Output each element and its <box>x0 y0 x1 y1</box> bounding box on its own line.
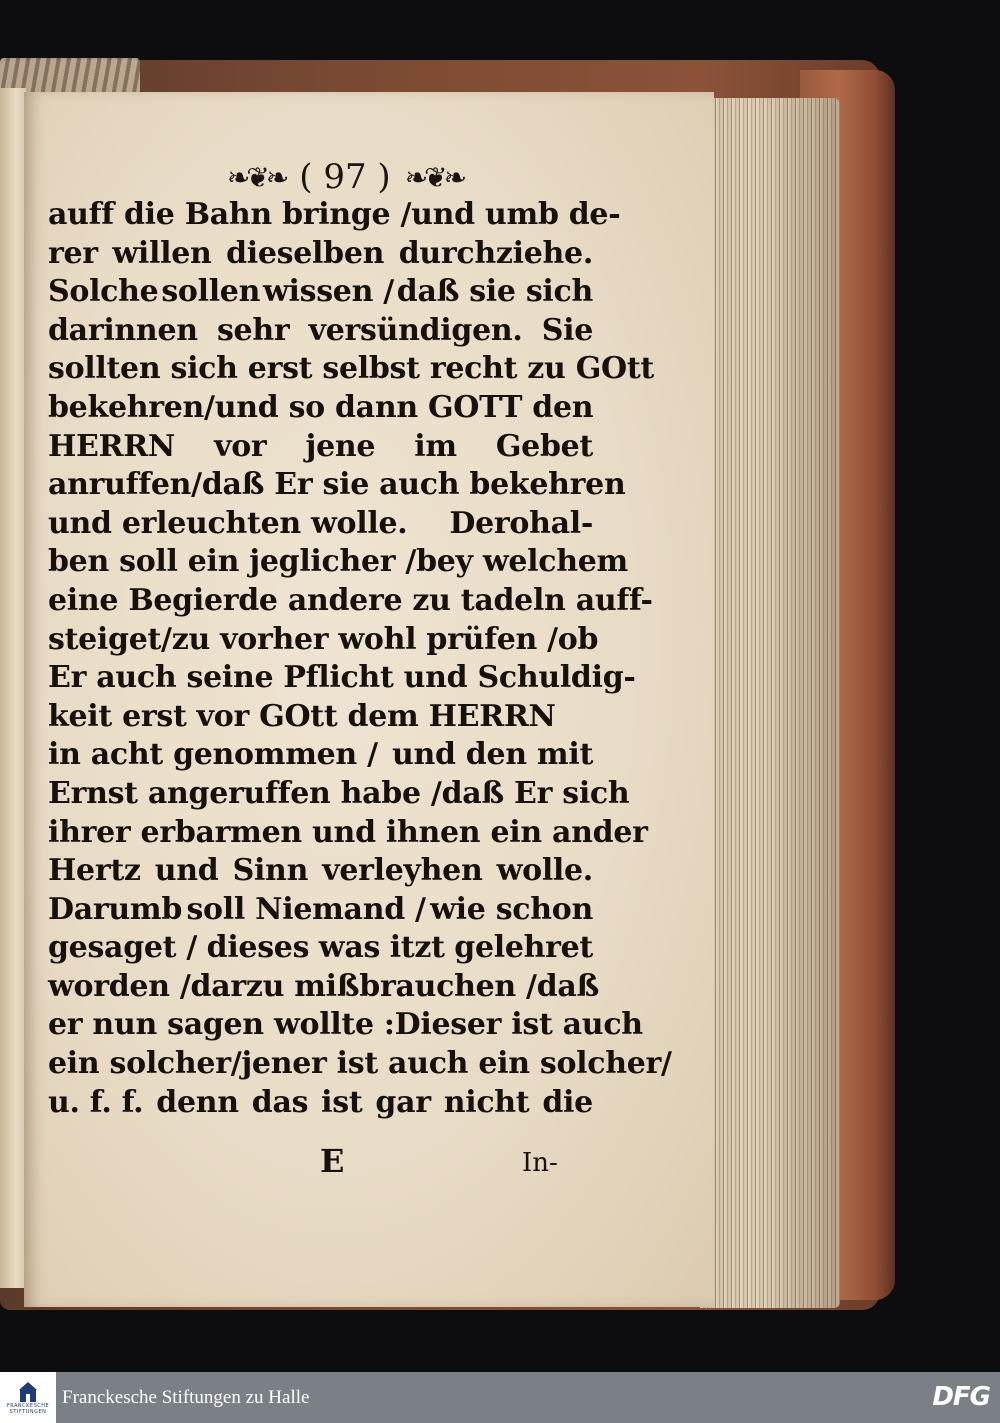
text-word: und so dann GOTT den <box>214 389 594 425</box>
text-word: itzt <box>389 930 445 966</box>
text-line <box>48 543 628 582</box>
signature-mark: E <box>320 1142 345 1180</box>
text-word: gar <box>375 1084 431 1120</box>
text-word: versündigen. <box>308 312 523 348</box>
text-word: rer <box>48 235 98 271</box>
text-word: ben soll ein jeglicher / <box>48 544 417 580</box>
ornament-left-icon: ❧❦❧ <box>226 160 286 194</box>
building-icon <box>17 1381 39 1403</box>
text-word: und erleuchten wolle. <box>48 505 408 541</box>
text-line <box>48 350 654 389</box>
text-line <box>48 582 653 621</box>
text-line <box>48 736 593 775</box>
text-word: ob <box>557 621 599 657</box>
page-number: ( 97 ) <box>299 157 391 197</box>
text-line <box>48 273 593 312</box>
text-line <box>48 852 593 891</box>
text-word: sollen <box>161 274 261 310</box>
text-line <box>48 659 636 698</box>
text-word: vor <box>214 428 267 464</box>
footer-bar <box>0 1372 1000 1423</box>
text-line <box>48 1006 643 1045</box>
text-word: Darumb <box>48 891 182 927</box>
text-word: jener ist auch ein solcher/ <box>241 1046 672 1082</box>
text-word: Gebet <box>495 428 593 464</box>
text-word: sehr <box>216 312 290 348</box>
text-word: willen <box>112 235 212 271</box>
text-word: bekehren/ <box>48 389 215 425</box>
text-word: daß Er sie auch bekehren <box>201 467 626 503</box>
text-word: darzu mißbrauchen / <box>190 968 537 1004</box>
text-line <box>48 466 626 505</box>
text-word: keit erst vor GOtt dem HERRN <box>48 698 556 734</box>
page-header <box>220 152 470 202</box>
text-word: die <box>542 1084 593 1120</box>
text-word: dieses <box>206 930 310 966</box>
text-word: u. f. f. <box>48 1084 144 1120</box>
text-word: denn <box>156 1084 239 1120</box>
text-line <box>48 505 593 544</box>
text-line <box>48 968 599 1007</box>
text-word: anruffen/ <box>48 467 202 503</box>
text-line <box>48 929 593 968</box>
text-word: durchziehe. <box>398 235 593 271</box>
text-word: er nun sagen wollte : <box>48 1007 395 1043</box>
ornament-right-icon: ❧❦❧ <box>404 160 464 194</box>
text-word: bey welchem <box>416 544 628 580</box>
text-word: sollten sich erst selbst recht zu GOtt <box>48 351 654 387</box>
text-word: das <box>251 1084 309 1120</box>
text-word: und den mit <box>391 737 593 773</box>
text-line <box>48 235 593 274</box>
text-word: daß <box>536 968 599 1004</box>
text-word: und umb de- <box>411 197 621 232</box>
text-line <box>48 621 599 660</box>
text-line <box>48 891 593 930</box>
footer-title[interactable]: Franckesche Stiftungen zu Halle <box>62 1386 310 1408</box>
page-edges-shade <box>700 98 840 1308</box>
text-word: daß sie sich <box>396 274 593 310</box>
text-line <box>48 698 593 737</box>
text-word: nicht <box>443 1084 530 1120</box>
text-word: daß Er sich <box>441 775 630 811</box>
text-line <box>48 428 593 467</box>
text-line <box>48 196 621 235</box>
text-line <box>48 1045 672 1084</box>
logo-text-1: FRANCKESCHE <box>6 1402 50 1409</box>
text-word: soll Niemand / <box>186 891 426 927</box>
text-word: Sinn <box>232 853 309 889</box>
catchword: In- <box>522 1148 558 1178</box>
text-word: zu vorher wohl prüfen / <box>171 621 558 657</box>
text-word: eine Begierde andere zu tadeln auff- <box>48 582 653 618</box>
text-word: Sie <box>541 312 593 348</box>
text-word: Derohal- <box>449 505 593 541</box>
text-line <box>48 389 593 428</box>
text-word: wie schon <box>430 891 593 927</box>
text-line <box>48 312 593 351</box>
text-word: Ernst angeruffen habe / <box>48 775 442 811</box>
text-word: in acht genommen / <box>48 737 378 773</box>
text-word: steiget/ <box>48 621 172 657</box>
text-word: was <box>318 930 381 966</box>
text-word: dieselben <box>226 235 385 271</box>
text-word: ihrer erbarmen und ihnen ein ander <box>48 814 648 850</box>
logo-text-2: STIFTUNGEN <box>9 1408 47 1415</box>
text-word: Dieser ist auch <box>394 1007 643 1043</box>
text-word: Solche <box>48 274 159 310</box>
text-word: wolle. <box>496 853 593 889</box>
text-line <box>48 814 648 853</box>
text-word: wissen / <box>262 274 394 310</box>
text-word: verleyhen <box>322 853 483 889</box>
text-word: auff die Bahn bringe / <box>48 197 412 232</box>
text-word: gelehret <box>454 930 593 966</box>
text-word: gesaget / <box>48 930 198 966</box>
text-word: im <box>414 428 457 464</box>
text-word: worden / <box>48 968 191 1004</box>
text-word: Hertz <box>48 853 141 889</box>
text-word: jene <box>305 428 376 464</box>
text-line <box>48 775 630 814</box>
text-word: ein solcher/ <box>48 1046 242 1082</box>
left-page-sliver <box>0 88 26 1288</box>
dfg-logo[interactable]: DFG <box>932 1382 990 1412</box>
page-text <box>48 196 672 1122</box>
text-line <box>48 1084 593 1123</box>
text-word: und <box>154 853 219 889</box>
text-word: Er auch seine Pflicht und Schuldig- <box>48 660 636 696</box>
text-word: ist <box>321 1084 363 1120</box>
franckesche-logo[interactable] <box>0 1372 56 1423</box>
text-word: darinnen <box>48 312 198 348</box>
text-word: HERRN <box>48 428 175 464</box>
